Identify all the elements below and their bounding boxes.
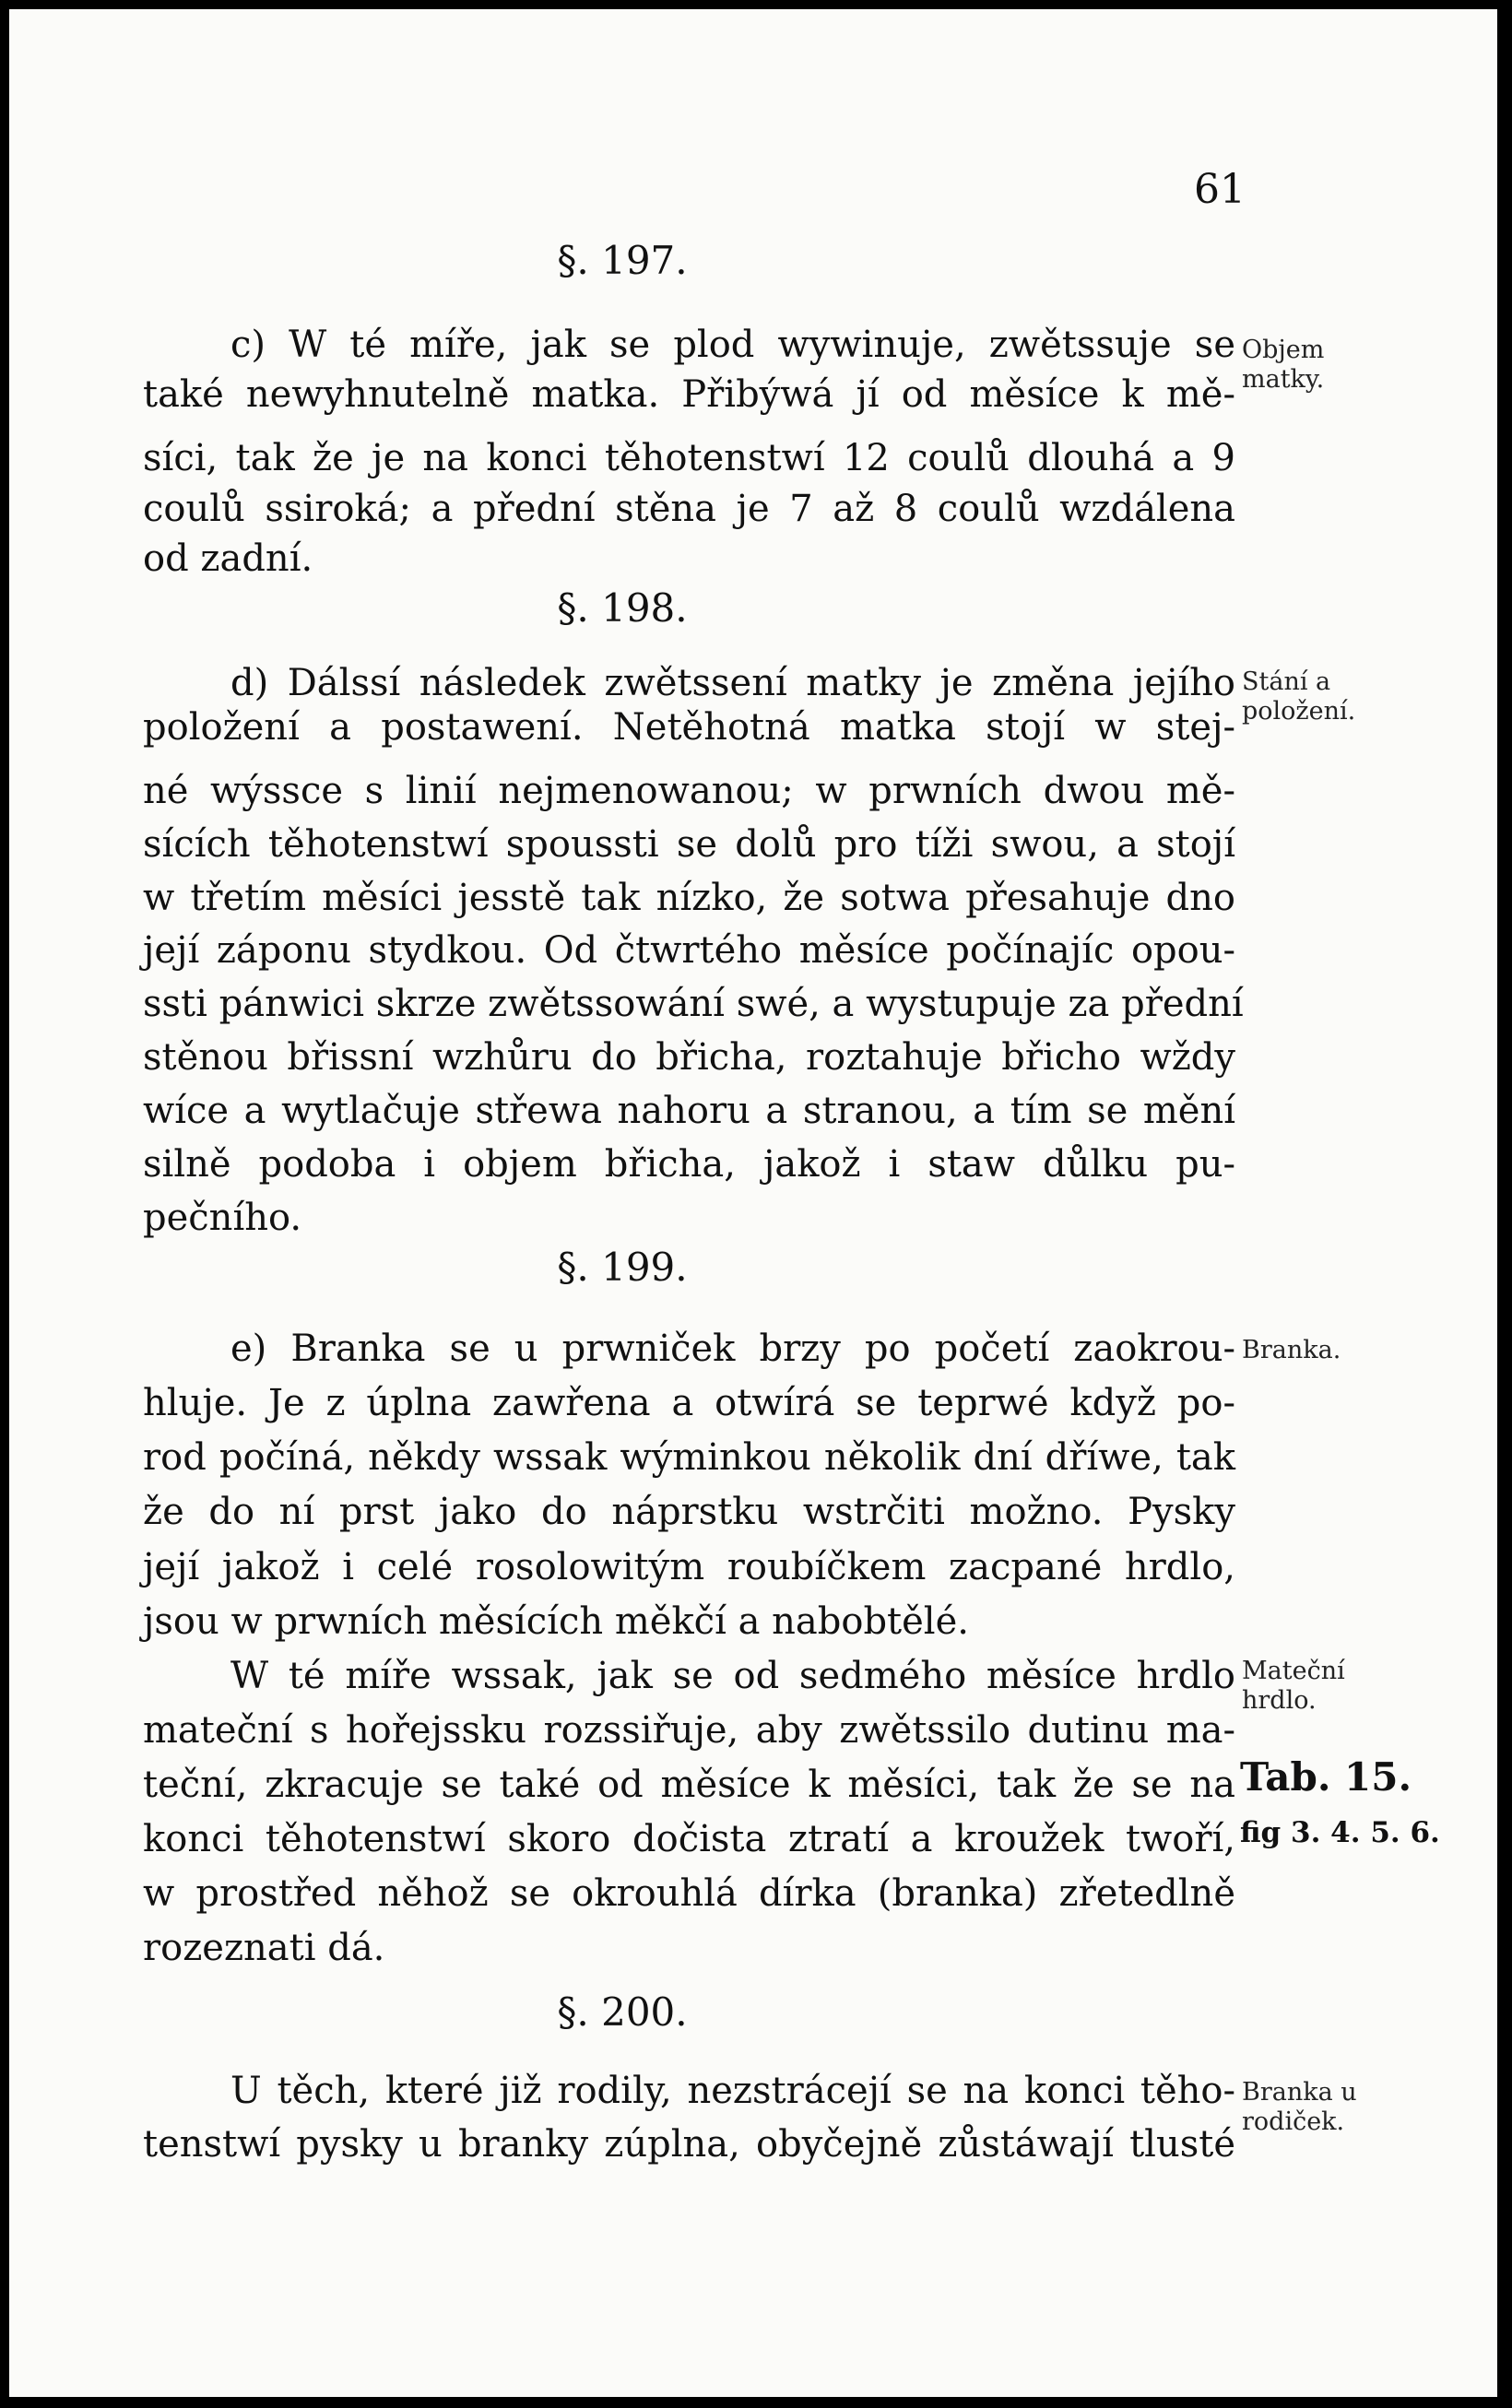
- paragraph-line: W té míře wssak, jak se od sedmého měsíce hrdlo: [230, 1655, 1235, 1697]
- paragraph-line: její jakož i celé rosolowitým roubíčkem zacpané hrdlo,: [143, 1546, 1235, 1588]
- figure-reference: fig 3. 4. 5. 6.: [1240, 1816, 1440, 1849]
- margin-note: Mateční: [1242, 1657, 1345, 1685]
- paragraph-line: né wýssce s linií nejmenowanou; w prwních dwou mě-: [143, 770, 1235, 812]
- paragraph-line: položení a postawení. Netěhotná matka stojí w stej-: [143, 706, 1235, 749]
- paragraph-line: tenstwí pysky u branky zúplna, obyčejně zůstáwají tlusté: [143, 2123, 1235, 2166]
- paragraph-line: že do ní prst jako do náprstku wstrčiti možno. Pysky: [143, 1491, 1235, 1533]
- paragraph-line: w prostřed něhož se okrouhlá dírka (branka) zřetedlně: [143, 1872, 1235, 1915]
- margin-note: matky.: [1242, 365, 1325, 394]
- section-heading-197: §. 197.: [557, 238, 688, 283]
- margin-note: položení.: [1242, 697, 1356, 726]
- paragraph-line: pečního.: [143, 1197, 302, 1239]
- paragraph-line: U těch, které již rodily, nezstrácejí se na konci těho-: [230, 2070, 1235, 2112]
- book-page: [9, 9, 1497, 2397]
- paragraph-line: hluje. Je z úplna zawřena a otwírá se teprwé když po-: [143, 1382, 1235, 1424]
- section-heading-198: §. 198.: [557, 585, 688, 631]
- paragraph-line: také newyhnutelně matka. Přibýwá jí od měsíce k mě-: [143, 373, 1235, 416]
- paragraph-line: wíce a wytlačuje střewa nahoru a stranou, a tím se mění: [143, 1090, 1235, 1132]
- paragraph-line: teční, zkracuje se také od měsíce k měsíci, tak že se na: [143, 1764, 1235, 1806]
- table-reference: Tab. 15.: [1240, 1754, 1412, 1800]
- paragraph-line: d) Dálssí následek zwětssení matky je změna jejího: [230, 662, 1235, 704]
- paragraph-line: w třetím měsíci jesstě tak nízko, že sotwa přesahuje dno: [143, 877, 1235, 919]
- paragraph-line: její záponu stydkou. Od čtwrtého měsíce počínajíc opou-: [143, 929, 1235, 972]
- section-heading-200: §. 200.: [557, 1989, 688, 2035]
- paragraph-line: síci, tak že je na konci těhotenstwí 12 coulů dlouhá a 9: [143, 437, 1235, 479]
- paragraph-line: stěnou břissní wzhůru do břicha, roztahuje břicho wždy: [143, 1036, 1235, 1079]
- margin-note: Branka.: [1242, 1336, 1341, 1364]
- margin-note: rodiček.: [1242, 2107, 1345, 2136]
- paragraph-line: silně podoba i objem břicha, jakož i staw důlku pu-: [143, 1143, 1235, 1186]
- paragraph-line: coulů ssiroká; a přední stěna je 7 až 8 coulů wzdálena: [143, 488, 1235, 530]
- margin-note: Stání a: [1242, 667, 1331, 696]
- paragraph-line: rozeznati dá.: [143, 1927, 385, 1969]
- page-number: 61: [1194, 166, 1246, 213]
- paragraph-line: e) Branka se u prwniček brzy po početí zaokrou-: [230, 1328, 1235, 1370]
- paragraph-line: jsou w prwních měsících měkčí a nabobtělé.: [143, 1600, 969, 1643]
- paragraph-line: c) W té míře, jak se plod wywinuje, zwětssuje se: [230, 324, 1235, 366]
- paragraph-line: konci těhotenstwí skoro dočista ztratí a kroužek twoří,: [143, 1818, 1235, 1860]
- margin-note: Branka u: [1242, 2078, 1357, 2107]
- paragraph-line: sících těhotenstwí spoussti se dolů pro tíži swou, a stojí: [143, 823, 1235, 866]
- paragraph-line: rod počíná, někdy wssak wýminkou několik dní dříwe, tak: [143, 1436, 1235, 1479]
- paragraph-line: ssti pánwici skrze zwětssowání swé, a wystupuje za přední: [143, 983, 1244, 1025]
- paragraph-line: od zadní.: [143, 537, 313, 580]
- margin-note: Objem: [1242, 336, 1325, 364]
- paragraph-line: mateční s hořejssku rozssiřuje, aby zwětssilo dutinu ma-: [143, 1709, 1235, 1752]
- margin-note: hrdlo.: [1242, 1686, 1317, 1715]
- section-heading-199: §. 199.: [557, 1245, 688, 1290]
